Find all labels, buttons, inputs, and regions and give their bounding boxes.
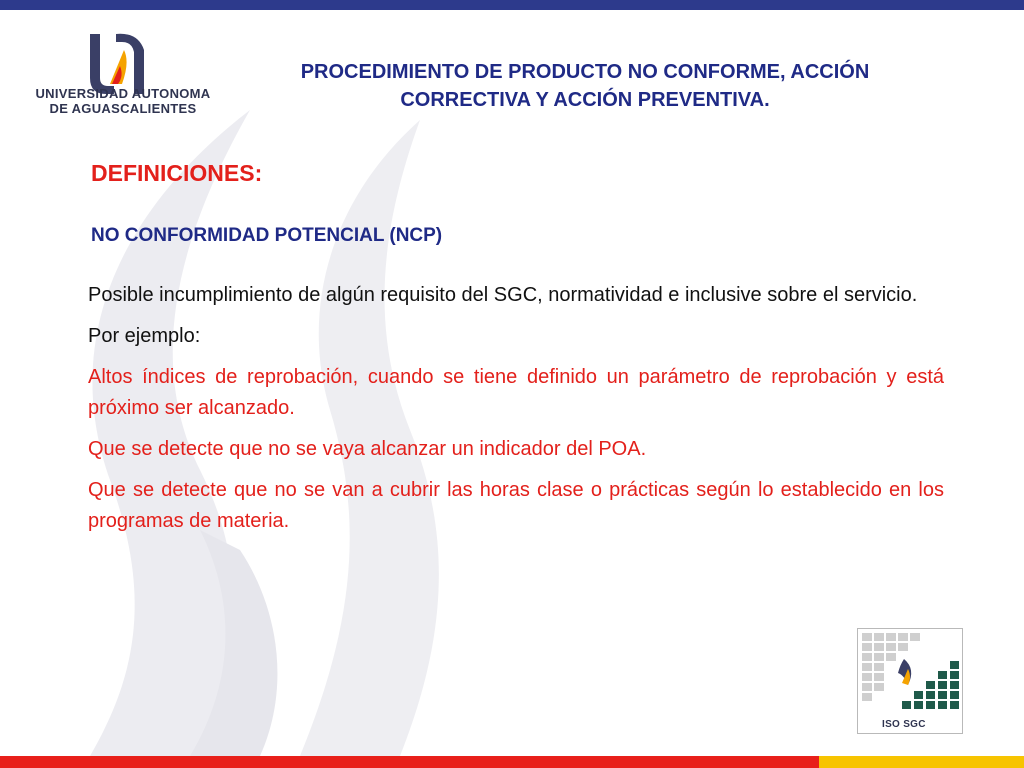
iso-sgc-label: ISO SGC bbox=[882, 719, 926, 730]
page-title-line2: CORRECTIVA Y ACCIÓN PREVENTIVA. bbox=[400, 89, 770, 111]
definition-body bbox=[88, 280, 944, 547]
bottom-yellow-segment bbox=[819, 756, 1024, 768]
top-color-bar bbox=[0, 0, 1024, 10]
university-name-line1: UNIVERSIDAD AUTONOMA bbox=[35, 86, 211, 101]
iso-sgc-badge bbox=[857, 628, 963, 734]
page-title-line1: PROCEDIMIENTO DE PRODUCTO NO CONFORME, ACCIÓN bbox=[300, 61, 870, 83]
definition-paragraph: Posible incumplimiento de algún requisito del SGC, normatividad e inclusive sobre el servicio. bbox=[88, 284, 918, 306]
university-name bbox=[28, 86, 218, 116]
university-logo bbox=[28, 20, 218, 130]
page-title bbox=[215, 58, 955, 114]
example-intro: Por ejemplo: bbox=[88, 325, 201, 347]
example-item: Que se detecte que no se van a cubrir las horas clase o prácticas según lo establecido en los programas de materia. bbox=[88, 479, 944, 532]
example-item: Altos índices de reprobación, cuando se tiene definido un parámetro de reprobación y está próximo ser alcanzado. bbox=[88, 366, 944, 419]
university-name-line2: DE AGUASCALIENTES bbox=[49, 101, 197, 116]
example-item: Que se detecte que no se vaya alcanzar un indicador del POA. bbox=[88, 438, 647, 460]
section-heading: DEFINICIONES: bbox=[91, 160, 263, 186]
bottom-color-bar bbox=[0, 756, 1024, 768]
term-heading: NO CONFORMIDAD POTENCIAL (NCP) bbox=[91, 225, 443, 246]
